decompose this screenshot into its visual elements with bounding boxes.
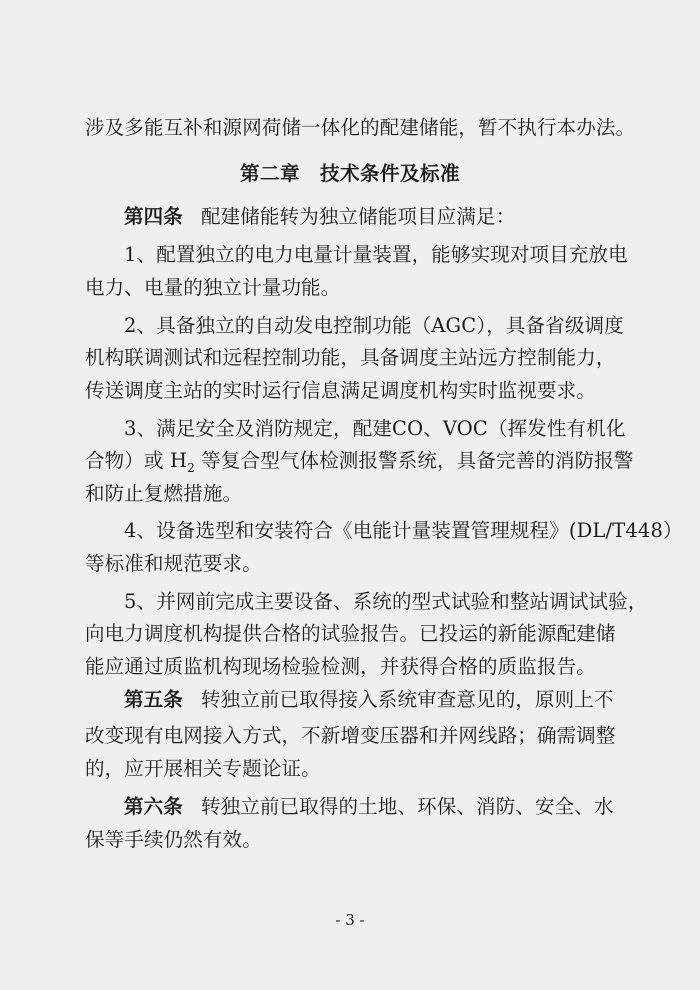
article-text: 转独立前已取得的土地、环保、消防、安全、水 <box>200 795 614 818</box>
body-line: 3、满足安全及消防规定，配建CO、VOC（挥发性有机化 <box>124 417 626 440</box>
article-5-line <box>124 688 615 712</box>
body-line: 5、并网前完成主要设备、系统的型式试验和整站调试试验， <box>124 590 648 613</box>
body-line: 和防止复燃措施。 <box>85 482 243 505</box>
body-line: 涉及多能互补和源网荷储一体化的配建储能，暂不执行本办法。 <box>85 116 636 139</box>
article-label: 第五条 <box>124 688 183 711</box>
body-line: 传送调度主站的实时运行信息满足调度机构实时监视要求。 <box>85 379 596 402</box>
body-line: 保等手续仍然有效。 <box>85 828 262 851</box>
page-number: - 3 - <box>335 911 365 929</box>
article-text: 转独立前已取得接入系统审查意见的，原则上不 <box>200 688 614 711</box>
body-line: 1、配置独立的电力电量计量装置，能够实现对项目充放电 <box>124 243 628 266</box>
article-label: 第四条 <box>124 205 183 228</box>
article-text: 配建储能转为独立储能项目应满足： <box>200 205 516 228</box>
body-line: 机构联调测试和远程控制功能，具备调度主站远方控制能力， <box>85 346 616 369</box>
body-line: 等标准和规范要求。 <box>85 552 262 575</box>
body-line-with-subscript <box>85 449 634 475</box>
subscript: 2 <box>187 460 195 475</box>
body-line: 4、设备选型和安装符合《电能计量装置管理规程》(DL/T448） <box>124 519 683 542</box>
body-line: 电力、电量的独立计量功能。 <box>85 276 341 299</box>
article-label: 第六条 <box>124 795 183 818</box>
body-line: 2、具备独立的自动发电控制功能（AGC），具备省级调度 <box>124 314 624 337</box>
chapter-heading: 第二章 技术条件及标准 <box>239 162 460 185</box>
body-line: 向电力调度机构提供合格的试验报告。已投运的新能源配建储 <box>85 622 616 645</box>
text-fragment: 合物）或 H <box>85 449 188 472</box>
body-line: 改变现有电网接入方式，不新增变压器和并网线路；确需调整 <box>85 724 616 747</box>
body-line: 能应通过质监机构现场检验检测，并获得合格的质监报告。 <box>85 655 596 678</box>
body-line: 的，应开展相关专题论证。 <box>85 757 321 780</box>
text-fragment: 等复合型气体检测报警系统，具备完善的消防报警 <box>194 449 634 472</box>
article-4-line <box>124 205 615 229</box>
article-6-line <box>124 795 615 819</box>
